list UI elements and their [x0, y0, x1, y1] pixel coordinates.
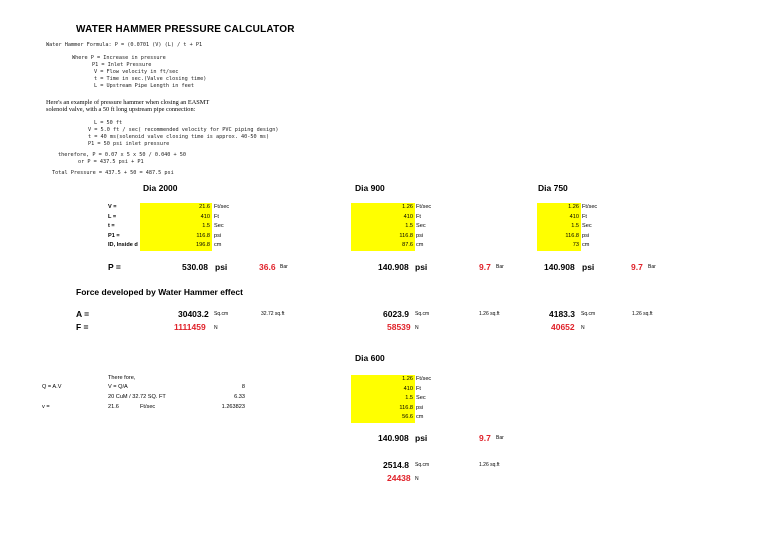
dia2000-units — [214, 203, 229, 251]
dia2000-t-cell[interactable]: 1.5 — [202, 223, 210, 229]
dia750-values — [537, 203, 579, 251]
dia600-t-cell[interactable]: 1.5 — [405, 395, 413, 401]
unit-t: Sec — [416, 395, 426, 401]
dia600-l-cell[interactable]: 410 — [403, 385, 413, 392]
dia750-p1-cell[interactable]: 116.8 — [565, 232, 579, 239]
unit-v: Ft/sec — [214, 204, 230, 210]
dia750-force: 40652 — [551, 322, 575, 332]
force-label: F = — [76, 322, 89, 332]
formula-v: V = Flow velocity in ft/sec — [94, 69, 179, 75]
dia2000-p-value: 530.08 — [182, 262, 208, 272]
dia900-v-cell[interactable]: 1.26 — [402, 204, 413, 210]
dia750-l-cell[interactable]: 410 — [569, 213, 579, 220]
unit-id: cm — [582, 242, 590, 248]
dia900-area: 6023.9 — [383, 309, 409, 319]
unit-id: cm — [416, 242, 424, 248]
dia2000-sqft-unit: sq.ft — [274, 311, 285, 317]
label-p1: P1 = — [108, 232, 120, 239]
dia600-id-cell[interactable]: 56.6 — [402, 414, 413, 420]
dia750-v-cell[interactable]: 1.26 — [568, 204, 579, 210]
dia900-units — [416, 203, 431, 251]
dia900-force: 58539 — [387, 322, 411, 332]
unit-v: Ft/sec — [582, 204, 598, 210]
unit-t: Sec — [582, 223, 592, 229]
unit-t: Sec — [214, 223, 224, 229]
dia600-sqft-wrap — [479, 462, 500, 468]
dia2000-p-label: P = — [108, 262, 121, 272]
dia2000-title: Dia 2000 — [143, 183, 178, 193]
dia750-area: 4183.3 — [549, 309, 575, 319]
dia750-units — [582, 203, 597, 251]
example-t: t = 40 ms(solenoid valve closing time is approx. 40-50 ms) — [88, 134, 270, 140]
dia2000-v-cell[interactable]: 21.6 — [199, 204, 210, 210]
dia900-bar-unit: Bar — [496, 264, 504, 270]
dia600-force: 24438 — [387, 473, 411, 483]
force-heading: Force developed by Water Hammer effect — [76, 287, 243, 297]
dia900-t-cell[interactable]: 1.5 — [405, 223, 413, 229]
calc-v-result: 1.263823 — [221, 404, 245, 410]
formula-line: Water Hammer Formula: P = (0.0701 (V) (L) / t + P1 — [46, 42, 203, 48]
unit-l: Ft — [416, 213, 421, 220]
dia900-id-cell[interactable]: 87.6 — [402, 242, 413, 248]
unit-p1: psi — [582, 232, 590, 239]
label-id: ID, Inside d — [108, 242, 138, 248]
dia600-bar-value: 9.7 — [479, 433, 491, 443]
example-l: L = 50 ft — [94, 120, 123, 126]
dia2000-sqft: 32.72 — [261, 311, 274, 317]
dia750-sqft-unit: sq.ft — [643, 311, 653, 317]
unit-p1: psi — [416, 404, 424, 411]
dia600-p-value: 140.908 — [378, 433, 409, 443]
example-p1: P1 = 50 psi inlet pressure — [88, 141, 170, 147]
formula-t: t = Time in sec.(Valve closing time) — [94, 76, 207, 82]
dia750-p-unit: psi — [582, 262, 595, 272]
dia600-bar-unit: Bar — [496, 435, 504, 441]
dia600-area: 2514.8 — [383, 460, 409, 470]
dia900-p-value: 140.908 — [378, 262, 409, 272]
dia750-id-cell[interactable]: 73 — [572, 242, 579, 248]
dia750-p-value: 140.908 — [544, 262, 575, 272]
label-v: V = — [108, 204, 117, 210]
unit-t: Sec — [416, 223, 426, 229]
dia900-sqft: 1.26 — [479, 311, 489, 317]
dia900-title: Dia 900 — [355, 183, 385, 193]
unit-l: Ft — [416, 385, 421, 392]
dia600-p-unit: psi — [415, 433, 428, 443]
dia600-title: Dia 600 — [355, 353, 385, 363]
example-total: Total Pressure = 437.5 + 50 = 487.5 psi — [52, 170, 174, 176]
dia900-area-unit: Sq.cm — [415, 311, 430, 317]
dia600-values — [351, 375, 413, 423]
example-intro-2: solenoid valve, with a 50 ft long upstream pipe connection: — [46, 106, 196, 113]
dia2000-force: 1111459 — [174, 322, 206, 332]
dia900-values — [351, 203, 413, 251]
unit-v: Ft/sec — [416, 376, 432, 382]
example-v: V = 5.0 ft / sec( recommended velocity for PVC piping design) — [88, 127, 279, 133]
dia2000-bar-unit: Bar — [280, 264, 288, 270]
unit-p1: psi — [416, 232, 424, 239]
dia750-sqft-wrap — [632, 311, 653, 317]
calc-v-unit: Ft/sec — [140, 404, 156, 410]
dia2000-p-unit: psi — [215, 262, 228, 272]
dia750-bar-unit: Bar — [648, 264, 656, 270]
label-t: t = — [108, 223, 115, 229]
formula-l: L = Upstream Pipe Length in feet — [94, 83, 194, 89]
formula-where: Where P = Increase in pressure — [72, 55, 166, 61]
dia600-area-unit: Sq.cm — [415, 462, 430, 468]
calc-v-value: 21.6 — [108, 404, 119, 410]
unit-l: Ft — [214, 213, 219, 220]
dia600-v-cell[interactable]: 1.26 — [402, 376, 413, 382]
dia900-sqft-wrap — [479, 311, 500, 317]
dia2000-force-unit: N — [214, 325, 218, 331]
calc-qav: Q = A.V — [42, 384, 62, 390]
calc-vqa-value: 8 — [241, 384, 245, 390]
calc-cum-value: 6.33 — [234, 394, 245, 400]
dia2000-l-cell[interactable]: 410 — [200, 213, 210, 220]
formula-p1: P1 = Inlet Pressure — [92, 62, 152, 68]
calc-cum: 20 CuM / 32.72 SQ. FT — [108, 394, 166, 400]
unit-p1: psi — [214, 232, 222, 239]
dia600-units — [416, 375, 431, 423]
dia2000-sqft-wrap — [261, 311, 284, 317]
dia600-sqft: 1.26 — [479, 462, 489, 468]
unit-v: Ft/sec — [416, 204, 432, 210]
dia2000-bar-value: 36.6 — [259, 262, 276, 272]
example-intro-1: Here's an example of pressure hammer when closing an EASMT — [46, 99, 210, 106]
dia900-force-unit: N — [415, 325, 419, 331]
dia600-force-unit: N — [415, 476, 419, 482]
calc-therefore: There fore, — [108, 375, 136, 381]
dia2000-p1-cell[interactable]: 116.8 — [196, 232, 210, 239]
dia600-p1-cell[interactable]: 116.8 — [399, 404, 413, 411]
dia750-t-cell[interactable]: 1.5 — [571, 223, 579, 229]
dia900-p1-cell[interactable]: 116.8 — [399, 232, 413, 239]
example-therefore-2: or P = 437.5 psi + P1 — [78, 159, 144, 165]
dia750-area-unit: Sq.cm — [581, 311, 596, 317]
dia2000-labels — [108, 203, 138, 251]
dia2000-area: 30403.2 — [178, 309, 209, 319]
dia900-p-unit: psi — [415, 262, 428, 272]
dia750-title: Dia 750 — [538, 183, 568, 193]
page-title: WATER HAMMER PRESSURE CALCULATOR — [76, 24, 295, 35]
dia900-bar-value: 9.7 — [479, 262, 491, 272]
dia2000-values — [140, 203, 210, 251]
dia750-bar-value: 9.7 — [631, 262, 643, 272]
area-label: A = — [76, 309, 90, 319]
dia600-sqft-unit: sq.ft — [490, 462, 500, 468]
example-therefore-1: therefore, P = 0.07 x 5 x 50 / 0.040 + 50 — [58, 152, 187, 158]
dia750-sqft: 1.26 — [632, 311, 642, 317]
dia750-force-unit: N — [581, 325, 585, 331]
dia900-l-cell[interactable]: 410 — [403, 213, 413, 220]
unit-id: cm — [416, 414, 424, 420]
calc-v-label: v = — [42, 404, 50, 410]
label-l: L = — [108, 213, 117, 220]
dia900-sqft-unit: sq.ft — [490, 311, 500, 317]
calc-vqa: V = Q/A — [108, 384, 128, 390]
unit-id: cm — [214, 242, 222, 248]
dia2000-id-cell[interactable]: 196.8 — [196, 242, 210, 248]
unit-l: Ft — [582, 213, 587, 220]
dia2000-area-unit: Sq.cm — [214, 311, 229, 317]
